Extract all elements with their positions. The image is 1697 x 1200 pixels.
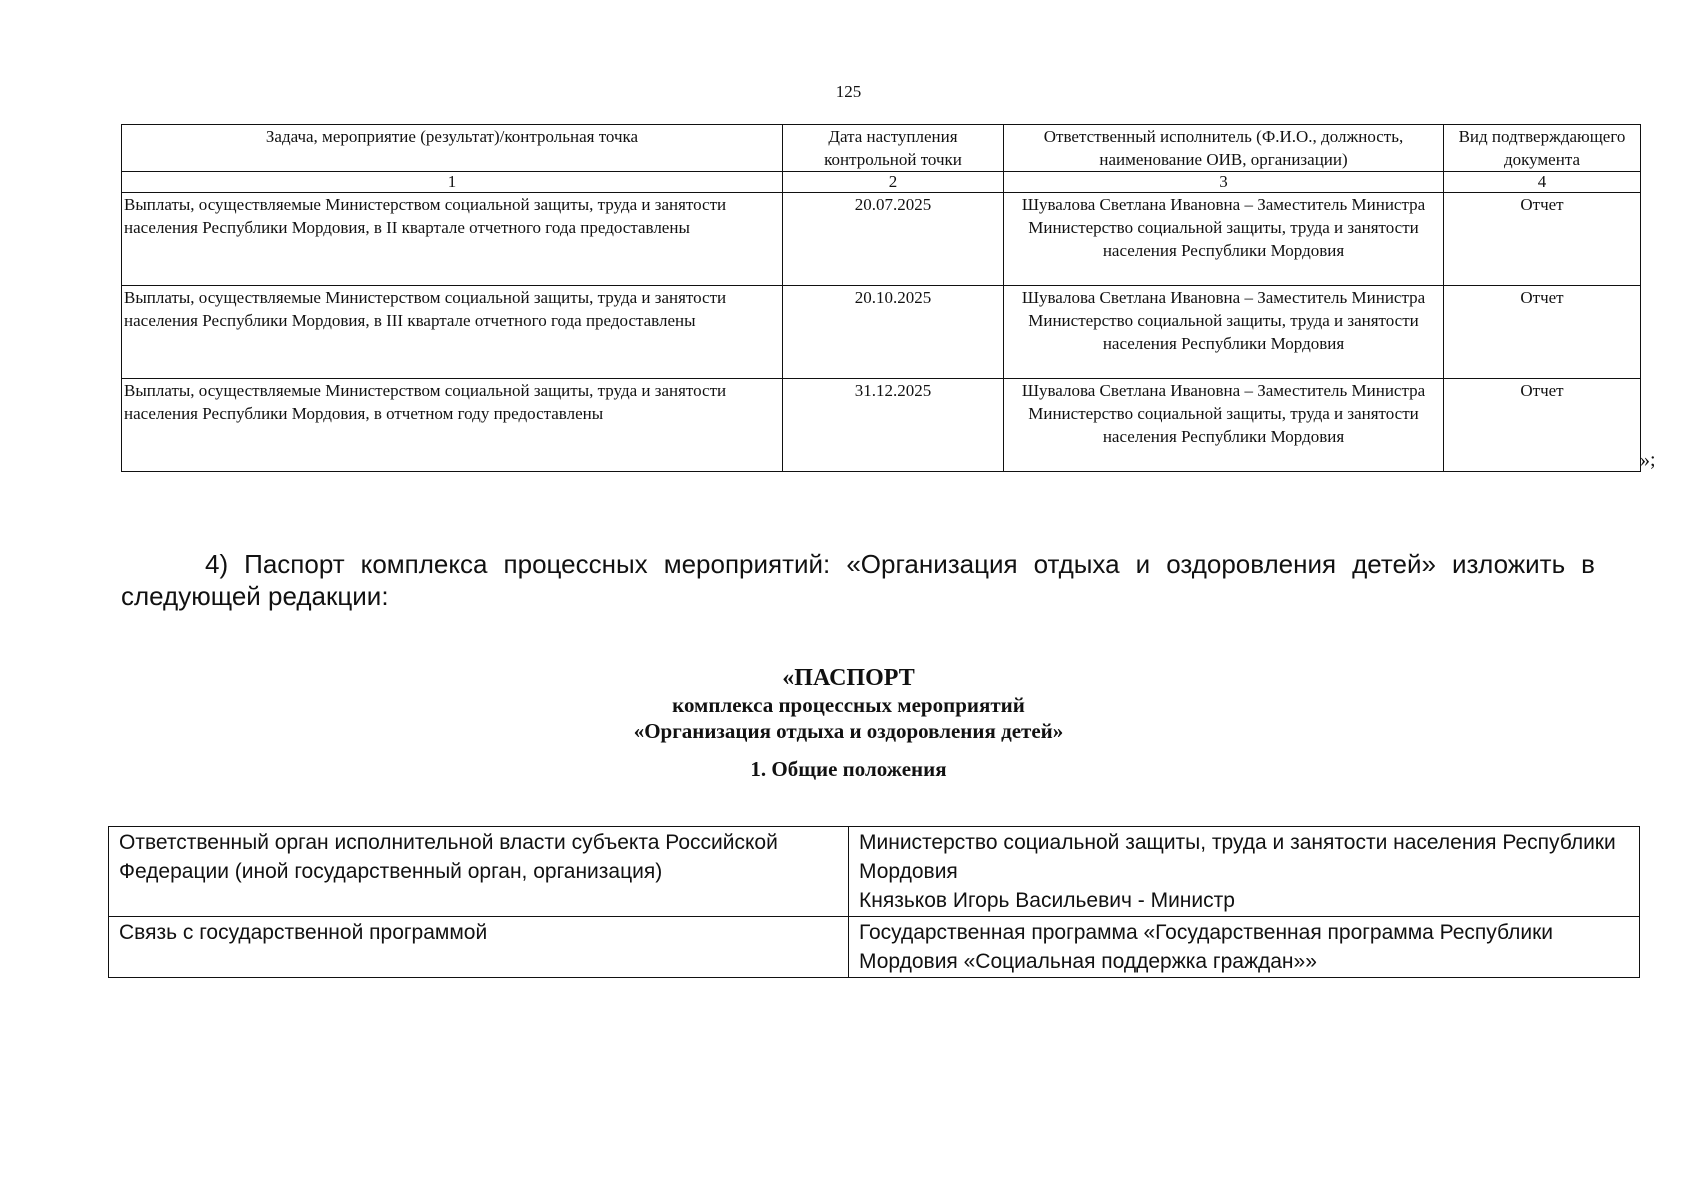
document-cell: Отчет [1444,193,1641,286]
info-label-cell: Ответственный орган исполнительной власти субъекта Российской Федерации (иной государственный орган, организация) [109,827,849,917]
executor-org: Министерство социальной защиты, труда и занятости населения Республики Мордовия [1028,311,1419,353]
table-row [109,827,1640,917]
task-cell: Выплаты, осуществляемые Министерством социальной защиты, труда и занятости населения Республики Мордовия, в II квартале отчетного года предоставлены [122,193,783,286]
column-number: 2 [783,172,1004,193]
info-value-org: Министерство социальной защиты, труда и занятости населения Республики Мордовия [859,831,1616,883]
date-cell: 20.07.2025 [783,193,1004,286]
executor-cell [1004,379,1444,472]
column-number: 1 [122,172,783,193]
passport-heading [0,664,1697,744]
passport-subtitle-name: «Организация отдыха и оздоровления детей» [633,719,1064,743]
control-points-table [121,124,1641,472]
amendment-paragraph: 4) Паспорт комплекса процессных мероприятий: «Организация отдыха и оздоровления детей» изложить в следующей редакции: [121,549,1595,611]
executor-org: Министерство социальной защиты, труда и занятости населения Республики Мордовия [1028,218,1419,260]
table-row [109,917,1640,978]
info-value-cell [849,917,1640,978]
date-cell: 31.12.2025 [783,379,1004,472]
executor-name: Шувалова Светлана Ивановна – Заместитель Министра [1021,288,1426,307]
column-number-row [122,172,1641,193]
executor-name: Шувалова Светлана Ивановна – Заместитель Министра [1021,381,1426,400]
executor-name: Шувалова Светлана Ивановна – Заместитель Министра [1021,195,1426,214]
header-executor: Ответственный исполнитель (Ф.И.О., должность, наименование ОИВ, организации) [1004,125,1444,172]
closing-quote-mark: »; [1640,449,1656,471]
header-date: Дата наступления контрольной точки [783,125,1004,172]
info-label-cell: Связь с государственной программой [109,917,849,978]
passport-title: «ПАСПОРТ [782,665,915,691]
executor-org: Министерство социальной защиты, труда и занятости населения Республики Мордовия [1028,404,1419,446]
info-value-cell [849,827,1640,917]
passport-subtitle: комплекса процессных мероприятий [672,693,1025,717]
column-number: 4 [1444,172,1641,193]
table-row [122,379,1641,472]
task-cell: Выплаты, осуществляемые Министерством социальной защиты, труда и занятости населения Республики Мордовия, в III квартале отчетного года предоставлены [122,286,783,379]
date-cell: 20.10.2025 [783,286,1004,379]
section-title: 1. Общие положения [750,757,947,781]
header-task: Задача, мероприятие (результат)/контрольная точка [122,125,783,172]
column-number: 3 [1004,172,1444,193]
table-row [122,193,1641,286]
document-cell: Отчет [1444,286,1641,379]
general-provisions-table [108,826,1640,978]
document-cell: Отчет [1444,379,1641,472]
info-value-program: Государственная программа «Государственная программа Республики Мордовия «Социальная поддержка граждан»» [859,921,1554,973]
executor-cell [1004,193,1444,286]
header-document: Вид подтверждающего документа [1444,125,1641,172]
table-header-row [122,125,1641,172]
info-value-person: Князьков Игорь Васильевич - Министр [859,889,1235,912]
table-row [122,286,1641,379]
executor-cell [1004,286,1444,379]
task-cell: Выплаты, осуществляемые Министерством социальной защиты, труда и занятости населения Республики Мордовия, в отчетном году предоставлены [122,379,783,472]
page-number: 125 [835,82,862,101]
